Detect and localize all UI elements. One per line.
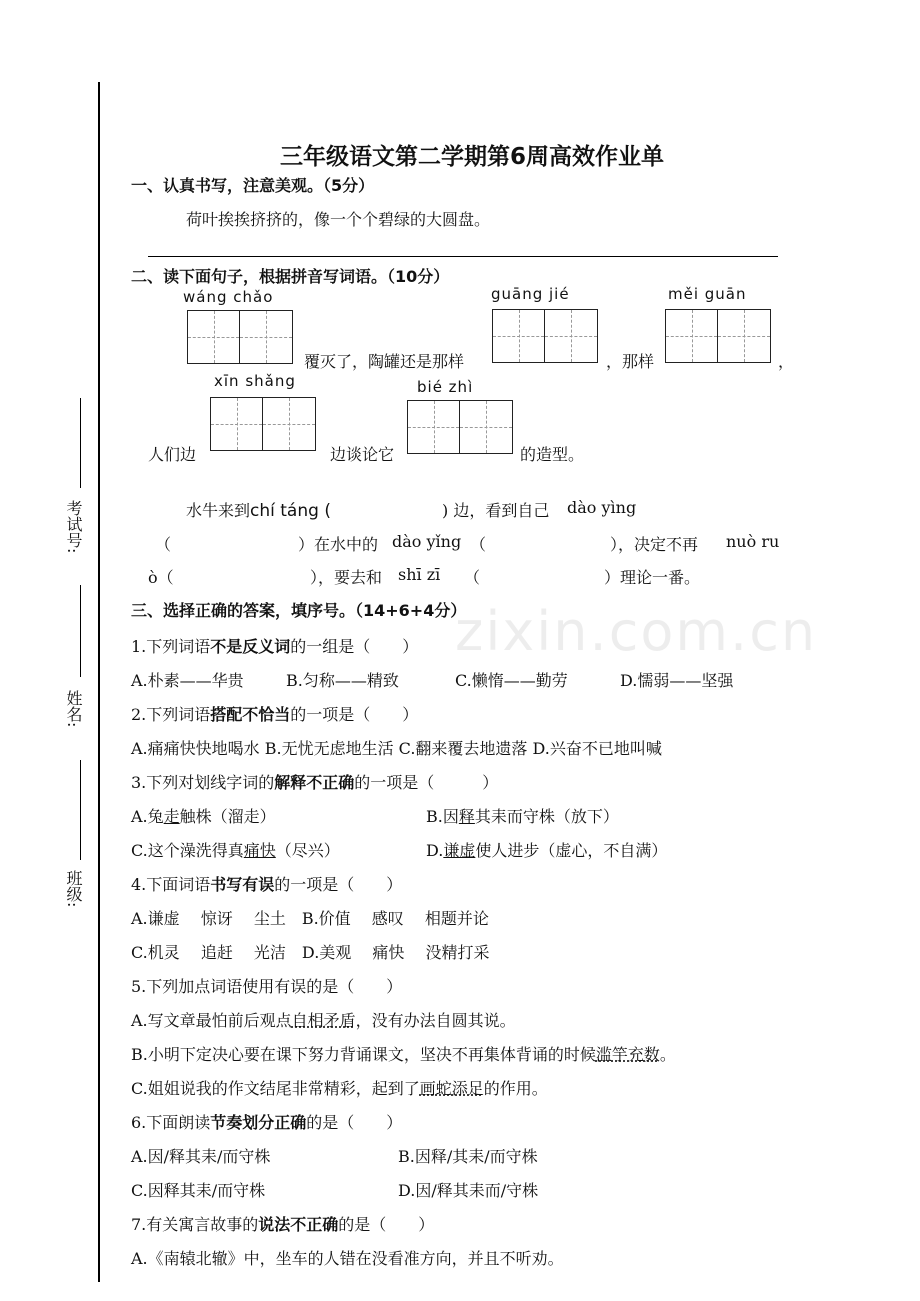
pinyin: chí táng ( [250, 501, 331, 521]
section1-text: 荷叶挨挨挤挤的，像一个个碧绿的大圆盘。 [186, 210, 491, 229]
text: 触株（溜走） [179, 807, 276, 826]
pinyin-3: měi guān [668, 285, 747, 303]
text: ò（ [148, 568, 174, 587]
char-box-3[interactable] [665, 309, 771, 363]
text: ）理论一番。 [604, 568, 701, 587]
bracket: （ [470, 535, 487, 554]
q3-option-b[interactable] [426, 804, 619, 827]
underlined: 释 [458, 807, 475, 826]
page-title: 三年级语文第二学期第6周高效作业单 [280, 144, 665, 170]
text: 4.下面词语 [131, 875, 211, 894]
text: 6.下面朗读 [131, 1113, 211, 1132]
text: （尽兴） [275, 841, 340, 860]
underlined: 痛快 [243, 841, 276, 860]
dotted-word: 画蛇添足 [419, 1079, 484, 1098]
watermark: zixin.com.cn [455, 600, 818, 663]
text: ) 边，看到自己 [442, 501, 550, 520]
pinyin-5: bié zhì [417, 378, 474, 396]
pinyin-1: wáng chǎo [183, 288, 274, 306]
q2-options[interactable]: A.痛痛快快地喝水 B.无忧无虑地生活 C.翻来覆去地遗落 D.兴奋不已地叫喊 [131, 739, 662, 758]
sentence-part: 覆灭了，陶罐还是那样 [304, 352, 465, 371]
q4-options-line1[interactable]: A.谦虚 惊讶 尘土 B.价值 感叹 相题并论 [131, 909, 489, 928]
q7-option-a[interactable]: A.《南辕北辙》中，坐车的人错在没看准方向，并且不听劝。 [131, 1249, 564, 1268]
emphasis: 不是反义词 [210, 637, 291, 656]
question-7 [131, 1212, 434, 1235]
q6-option-c[interactable]: C.因释其耒/而守株 [131, 1181, 266, 1200]
text: A.写文章最怕前后观点 [131, 1011, 292, 1030]
class-label: 班级: [64, 870, 83, 908]
q1-option-a[interactable]: A.朴素——华贵 [131, 671, 244, 690]
dotted-word: 自相矛盾 [291, 1011, 356, 1030]
text: ，没有办法自圆其说。 [355, 1011, 516, 1030]
q5-option-c[interactable] [131, 1076, 548, 1099]
q6-option-d[interactable]: D.因/释其耒而/守株 [398, 1181, 539, 1200]
q5-option-a[interactable] [131, 1008, 516, 1031]
q3-option-d[interactable] [426, 838, 667, 861]
q3-option-a[interactable] [131, 804, 276, 827]
fill-line-1b [442, 498, 549, 521]
name-label: 姓名: [64, 690, 83, 728]
q1-option-d[interactable]: D.懦弱——坚强 [620, 671, 734, 690]
writing-line[interactable] [148, 256, 778, 257]
sentence-part: ， [778, 352, 795, 371]
text: A.兔 [131, 807, 164, 826]
text: D. [426, 841, 444, 860]
q6-option-b[interactable]: B.因释/其耒/而守株 [398, 1147, 538, 1166]
emphasis: 解释不正确 [274, 773, 355, 792]
emphasis: 说法不正确 [258, 1215, 339, 1234]
question-2 [131, 702, 418, 725]
text: 1.下列词语 [131, 637, 211, 656]
sentence-part: 的造型。 [520, 445, 585, 464]
pinyin-4: xīn shǎng [214, 372, 296, 390]
question-1 [131, 634, 418, 657]
margin-binding-line [98, 82, 100, 1282]
text: C.姐姐说我的作文结尾非常精彩，起到了 [131, 1079, 420, 1098]
q4-options-line2[interactable]: C.机灵 追赶 光洁 D.美观 痛快 没精打采 [131, 943, 490, 962]
q1-option-b[interactable]: B.匀称——精致 [286, 671, 399, 690]
fill-line-1 [186, 498, 331, 521]
text: ），要去和 [310, 568, 383, 587]
text: 。 [659, 1045, 676, 1064]
bracket: （ [464, 568, 481, 587]
text: 的一组是（ ） [290, 637, 419, 656]
text: 的是（ ） [306, 1113, 403, 1132]
text: B.因 [426, 807, 459, 826]
question-4 [131, 872, 402, 895]
underlined: 走 [163, 807, 180, 826]
text: 2.下列词语 [131, 705, 211, 724]
underlined: 谦虚 [443, 841, 476, 860]
exam-no-line [80, 398, 81, 488]
name-line [80, 585, 81, 677]
section2-heading: 二、读下面句子，根据拼音写词语。（10分） [131, 267, 450, 286]
q3-option-c[interactable] [131, 838, 340, 861]
question-5: 5.下列加点词语使用有误的是（ ） [131, 977, 403, 996]
emphasis: 书写有误 [210, 875, 275, 894]
pinyin: nuò ru [726, 532, 780, 551]
text: ）在水中的 [298, 535, 379, 554]
pinyin: shī zī [398, 565, 441, 584]
question-6 [131, 1110, 402, 1133]
pinyin-2: guāng jié [491, 285, 570, 303]
text: ），决定不再 [610, 535, 699, 554]
section3-heading: 三、选择正确的答案，填序号。（14+6+4分） [131, 601, 467, 620]
emphasis: 搭配不恰当 [210, 705, 291, 724]
exam-no-label: 考试号: [64, 500, 83, 554]
sentence-part: 人们边 [148, 445, 197, 464]
text: 水牛来到 [186, 501, 251, 520]
text: C.这个澡洗得真 [131, 841, 244, 860]
q6-option-a[interactable]: A.因/释其耒/而守株 [131, 1147, 271, 1166]
char-box-1[interactable] [187, 310, 293, 364]
text: 3.下列对划线字词的 [131, 773, 275, 792]
text: 的是（ ） [338, 1215, 435, 1234]
text: 的作用。 [483, 1079, 548, 1098]
char-box-4[interactable] [210, 397, 316, 451]
sentence-part: ，那样 [606, 352, 655, 371]
sentence-part: 边谈论它 [330, 445, 395, 464]
q1-option-c[interactable]: C.懒惰——勤劳 [455, 671, 568, 690]
text: 使人进步（虚心，不自满） [475, 841, 668, 860]
text: 7.有关寓言故事的 [131, 1215, 259, 1234]
bracket: （ [155, 535, 172, 554]
class-line [80, 760, 81, 860]
dotted-word: 滥竽充数 [595, 1045, 660, 1064]
emphasis: 节奏划分正确 [210, 1113, 307, 1132]
text: 其耒而守株（放下） [474, 807, 619, 826]
section1-heading: 一、认真书写，注意美观。（5分） [131, 176, 375, 195]
char-box-5[interactable] [407, 400, 513, 454]
text: 的一项是（ ） [274, 875, 403, 894]
pinyin: dào yǐng [392, 532, 462, 551]
text: B.小明下定决心要在课下努力背诵课文，坚决不再集体背诵的时候 [131, 1045, 596, 1064]
pinyin: dào yìng [567, 498, 637, 517]
question-3 [131, 770, 498, 793]
q5-option-b[interactable] [131, 1042, 676, 1065]
char-box-2[interactable] [492, 309, 598, 363]
text: 的一项是（ ） [290, 705, 419, 724]
text: 的一项是（ ） [354, 773, 499, 792]
